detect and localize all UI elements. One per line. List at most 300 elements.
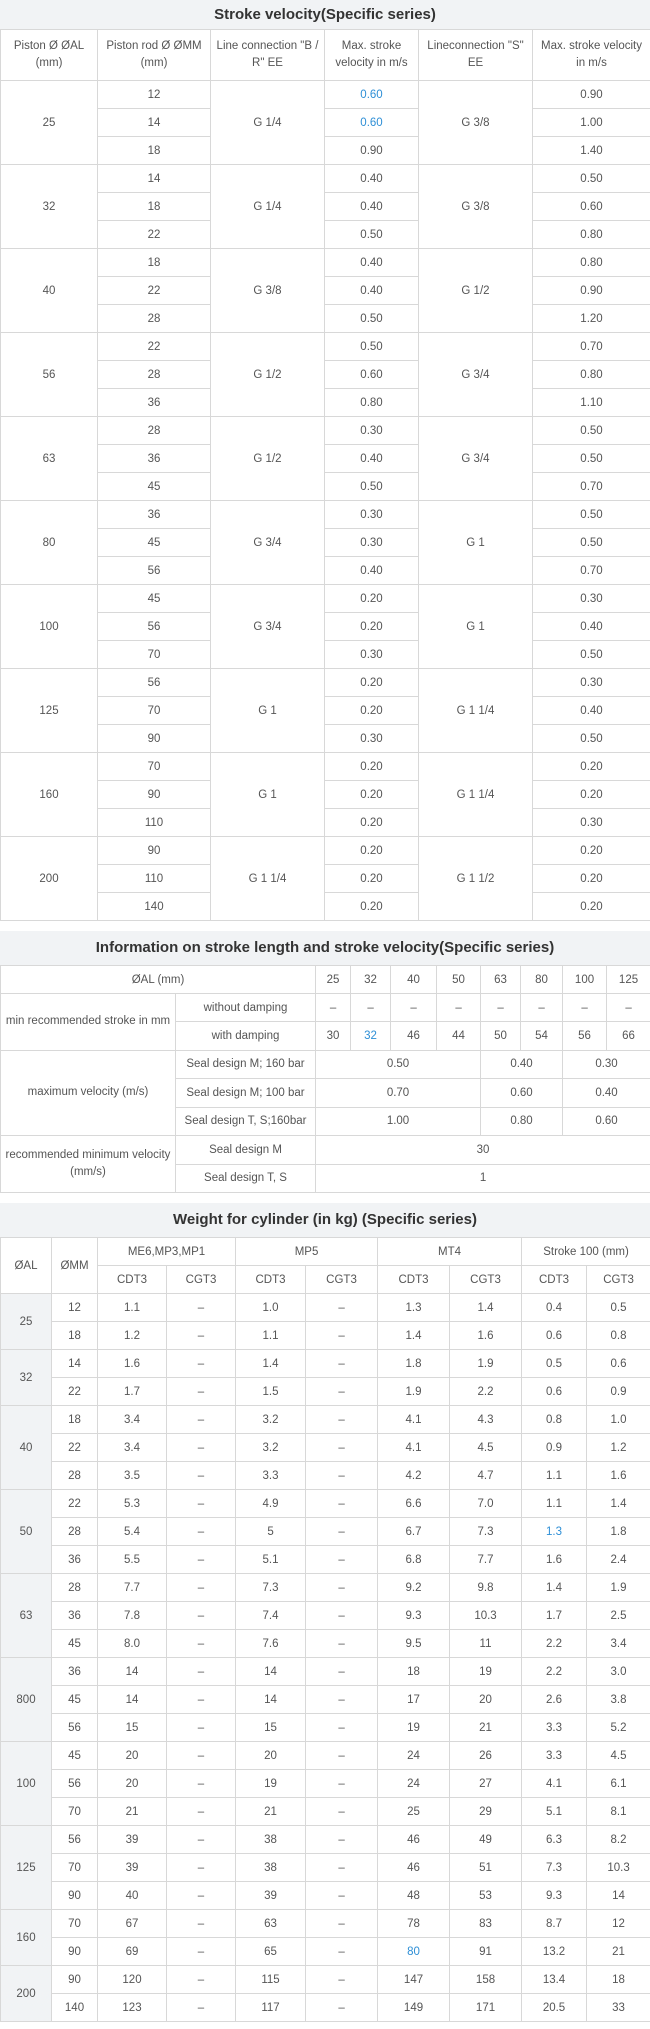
weight-cell: 40 bbox=[98, 1882, 167, 1910]
with-damping-cell: 32 bbox=[351, 1022, 391, 1051]
weight-cell: 115 bbox=[236, 1966, 306, 1994]
mm-cell: 28 bbox=[52, 1518, 98, 1546]
weight-cell: 1.1 bbox=[522, 1490, 587, 1518]
weight-cell: – bbox=[167, 1798, 236, 1826]
al-value-cell: 50 bbox=[437, 966, 481, 994]
velocity-br-cell: 0.30 bbox=[325, 529, 419, 557]
weight-cell: 18 bbox=[587, 1966, 650, 1994]
piston-diameter-cell: 200 bbox=[1, 837, 98, 921]
weight-cell: – bbox=[167, 1742, 236, 1770]
weight-cell: 27 bbox=[450, 1770, 522, 1798]
weight-cell: – bbox=[306, 1826, 378, 1854]
table-row bbox=[1, 1686, 650, 1714]
rod-diameter-cell: 90 bbox=[98, 725, 211, 753]
mm-cell: 36 bbox=[52, 1546, 98, 1574]
table-row bbox=[1, 1574, 650, 1602]
weight-cell: 29 bbox=[450, 1798, 522, 1826]
stroke-velocity-table bbox=[0, 29, 650, 921]
weight-cell: – bbox=[167, 1658, 236, 1686]
weight-cell: 4.9 bbox=[236, 1490, 306, 1518]
weight-cell: 0.9 bbox=[522, 1434, 587, 1462]
weight-cell: 5.1 bbox=[236, 1546, 306, 1574]
table-row bbox=[1, 277, 650, 305]
weight-cell: 4.5 bbox=[450, 1434, 522, 1462]
velocity-br-cell: 0.30 bbox=[325, 501, 419, 529]
velocity-br-cell: 0.20 bbox=[325, 697, 419, 725]
velocity-br-cell: 0.90 bbox=[325, 137, 419, 165]
weight-cell: 21 bbox=[98, 1798, 167, 1826]
table-row bbox=[1, 1406, 650, 1434]
table-row bbox=[1, 361, 650, 389]
weight-cell: – bbox=[167, 1294, 236, 1322]
line-connection-br-cell: G 3/4 bbox=[211, 501, 325, 585]
weight-cell: 9.5 bbox=[378, 1630, 450, 1658]
velocity-s-cell: 0.70 bbox=[533, 557, 650, 585]
velocity-br-cell: 0.20 bbox=[325, 669, 419, 697]
mm-cell: 45 bbox=[52, 1686, 98, 1714]
weight-cell: – bbox=[306, 1686, 378, 1714]
weight-cell: 80 bbox=[378, 1938, 450, 1966]
with-damping-label: with damping bbox=[176, 1022, 316, 1051]
seal-design-label: Seal design M bbox=[176, 1136, 316, 1165]
weight-cell: 6.3 bbox=[522, 1826, 587, 1854]
mm-cell: 56 bbox=[52, 1714, 98, 1742]
weight-cell: – bbox=[306, 1546, 378, 1574]
table-row bbox=[1, 1798, 650, 1826]
weight-cell: 3.4 bbox=[98, 1406, 167, 1434]
weight-cell: 6.8 bbox=[378, 1546, 450, 1574]
table-row bbox=[1, 1770, 650, 1798]
rod-diameter-cell: 22 bbox=[98, 221, 211, 249]
table-row bbox=[1, 1294, 650, 1322]
velocity-br-cell: 0.20 bbox=[325, 585, 419, 613]
weight-cell: 5.5 bbox=[98, 1546, 167, 1574]
mount-group-header: MP5 bbox=[236, 1238, 378, 1266]
weight-cell: 1.9 bbox=[378, 1378, 450, 1406]
line-connection-s-cell: G 3/8 bbox=[419, 165, 533, 249]
line-connection-br-cell: G 1 bbox=[211, 669, 325, 753]
weight-cell: – bbox=[167, 1966, 236, 1994]
weight-cell: 1.1 bbox=[522, 1462, 587, 1490]
weight-cell: 17 bbox=[378, 1686, 450, 1714]
stroke-length-title: Information on stroke length and stroke velocity(Specific series) bbox=[0, 931, 650, 965]
with-damping-cell: 44 bbox=[437, 1022, 481, 1051]
weight-cell: 15 bbox=[236, 1714, 306, 1742]
line-connection-br-cell: G 1 bbox=[211, 753, 325, 837]
weight-cell: 11 bbox=[450, 1630, 522, 1658]
weight-cell: 3.3 bbox=[236, 1462, 306, 1490]
weight-cell: 78 bbox=[378, 1910, 450, 1938]
velocity-br-cell: 0.20 bbox=[325, 893, 419, 921]
line-connection-s-cell: G 3/4 bbox=[419, 417, 533, 501]
sub-header: CGT3 bbox=[587, 1266, 650, 1294]
rod-diameter-cell: 36 bbox=[98, 389, 211, 417]
weight-cell: 0.9 bbox=[587, 1378, 650, 1406]
al-group-cell: 40 bbox=[1, 1406, 52, 1490]
weight-cell: 0.4 bbox=[522, 1294, 587, 1322]
weight-cell: 1.4 bbox=[378, 1322, 450, 1350]
al-value-cell: 32 bbox=[351, 966, 391, 994]
table-row bbox=[1, 1938, 650, 1966]
weight-cell: 14 bbox=[236, 1658, 306, 1686]
without-damping-cell: – bbox=[351, 994, 391, 1022]
weight-cell: 0.6 bbox=[522, 1322, 587, 1350]
al-group-cell: 63 bbox=[1, 1574, 52, 1658]
velocity-s-cell: 0.50 bbox=[533, 725, 650, 753]
without-damping-cell: – bbox=[316, 994, 351, 1022]
weight-cell: 1.8 bbox=[378, 1350, 450, 1378]
weight-cell: 8.1 bbox=[587, 1798, 650, 1826]
piston-diameter-cell: 63 bbox=[1, 417, 98, 501]
velocity-br-cell: 0.40 bbox=[325, 249, 419, 277]
rod-diameter-cell: 22 bbox=[98, 333, 211, 361]
rod-diameter-cell: 14 bbox=[98, 109, 211, 137]
piston-diameter-cell: 100 bbox=[1, 585, 98, 669]
weight-cell: – bbox=[167, 1490, 236, 1518]
weight-cell: 39 bbox=[236, 1882, 306, 1910]
with-damping-cell: 56 bbox=[563, 1022, 607, 1051]
weight-cell: 12 bbox=[587, 1910, 650, 1938]
weight-cell: 3.0 bbox=[587, 1658, 650, 1686]
weight-cell: 67 bbox=[98, 1910, 167, 1938]
weight-cell: 123 bbox=[98, 1994, 167, 2022]
with-damping-cell: 46 bbox=[391, 1022, 437, 1051]
weight-cell: 49 bbox=[450, 1826, 522, 1854]
table-row bbox=[1, 1050, 650, 1079]
weight-cell: 0.6 bbox=[587, 1350, 650, 1378]
velocity-br-cell: 0.20 bbox=[325, 865, 419, 893]
without-damping-cell: – bbox=[521, 994, 563, 1022]
column-header: Piston Ø ØAL (mm) bbox=[1, 30, 98, 81]
weight-cell: – bbox=[306, 1742, 378, 1770]
velocity-s-cell: 0.30 bbox=[533, 809, 650, 837]
table-row bbox=[1, 109, 650, 137]
weight-cell: 171 bbox=[450, 1994, 522, 2022]
rod-diameter-cell: 36 bbox=[98, 445, 211, 473]
rod-diameter-cell: 18 bbox=[98, 193, 211, 221]
mm-cell: 12 bbox=[52, 1294, 98, 1322]
weight-cell: – bbox=[167, 1714, 236, 1742]
weight-cell: 19 bbox=[236, 1770, 306, 1798]
rod-diameter-cell: 45 bbox=[98, 529, 211, 557]
max-velocity-cell: 0.60 bbox=[563, 1107, 650, 1136]
weight-cell: 2.4 bbox=[587, 1546, 650, 1574]
table-row bbox=[1, 389, 650, 417]
weight-cell: 1.1 bbox=[98, 1294, 167, 1322]
weight-cell: 1.7 bbox=[522, 1602, 587, 1630]
table-row bbox=[1, 1434, 650, 1462]
without-damping-cell: – bbox=[607, 994, 650, 1022]
table-row bbox=[1, 445, 650, 473]
mm-cell: 56 bbox=[52, 1826, 98, 1854]
weight-cell: 10.3 bbox=[587, 1854, 650, 1882]
max-velocity-label: maximum velocity (m/s) bbox=[1, 1050, 176, 1136]
weight-cell: 9.3 bbox=[378, 1602, 450, 1630]
velocity-br-cell: 0.20 bbox=[325, 809, 419, 837]
weight-cell: 1.1 bbox=[236, 1322, 306, 1350]
velocity-s-cell: 0.60 bbox=[533, 193, 650, 221]
weight-cell: 14 bbox=[98, 1658, 167, 1686]
table-row bbox=[1, 1994, 650, 2022]
velocity-br-cell: 0.30 bbox=[325, 641, 419, 669]
weight-cell: – bbox=[167, 1378, 236, 1406]
max-velocity-cell: 0.80 bbox=[481, 1107, 563, 1136]
table-row bbox=[1, 1966, 650, 1994]
weight-cell: 120 bbox=[98, 1966, 167, 1994]
weight-cell: – bbox=[167, 1630, 236, 1658]
table-row bbox=[1, 1630, 650, 1658]
min-velocity-cell: 30 bbox=[316, 1136, 650, 1165]
max-velocity-cell: 0.60 bbox=[481, 1079, 563, 1108]
velocity-s-cell: 1.40 bbox=[533, 137, 650, 165]
weight-cell: 1.9 bbox=[587, 1574, 650, 1602]
weight-cell: 24 bbox=[378, 1770, 450, 1798]
weight-cell: – bbox=[306, 1882, 378, 1910]
table-row bbox=[1, 305, 650, 333]
weight-cell: 1.6 bbox=[98, 1350, 167, 1378]
weight-cell: – bbox=[167, 1350, 236, 1378]
velocity-br-cell: 0.40 bbox=[325, 193, 419, 221]
weight-cell: 147 bbox=[378, 1966, 450, 1994]
weight-title: Weight for cylinder (in kg) (Specific series) bbox=[0, 1203, 650, 1237]
rod-diameter-cell: 14 bbox=[98, 165, 211, 193]
velocity-s-cell: 0.80 bbox=[533, 249, 650, 277]
weight-cell: 18 bbox=[378, 1658, 450, 1686]
velocity-s-cell: 0.50 bbox=[533, 417, 650, 445]
weight-cell: 38 bbox=[236, 1826, 306, 1854]
table-row bbox=[1, 249, 650, 277]
weight-cell: 5.3 bbox=[98, 1490, 167, 1518]
mount-group-header: ME6,MP3,MP1 bbox=[98, 1238, 236, 1266]
table-row bbox=[1, 30, 650, 81]
sub-header: CDT3 bbox=[236, 1266, 306, 1294]
rod-diameter-cell: 12 bbox=[98, 81, 211, 109]
weight-cell: 39 bbox=[98, 1826, 167, 1854]
weight-cell: 1.4 bbox=[450, 1294, 522, 1322]
weight-cell: 3.2 bbox=[236, 1406, 306, 1434]
piston-diameter-cell: 40 bbox=[1, 249, 98, 333]
table-row bbox=[1, 193, 650, 221]
mm-cell: 14 bbox=[52, 1350, 98, 1378]
weight-cell: – bbox=[167, 1462, 236, 1490]
weight-cell: 3.4 bbox=[98, 1434, 167, 1462]
table-row bbox=[1, 221, 650, 249]
sub-header: CGT3 bbox=[450, 1266, 522, 1294]
weight-cell: 1.9 bbox=[450, 1350, 522, 1378]
weight-cell: 2.2 bbox=[522, 1630, 587, 1658]
column-header: Max. stroke velocity in m/s bbox=[325, 30, 419, 81]
without-damping-cell: – bbox=[563, 994, 607, 1022]
weight-cell: – bbox=[167, 1938, 236, 1966]
mount-group-header: Stroke 100 (mm) bbox=[522, 1238, 650, 1266]
table-row bbox=[1, 837, 650, 865]
weight-cell: 8.0 bbox=[98, 1630, 167, 1658]
weight-cell: 6.1 bbox=[587, 1770, 650, 1798]
weight-cell: 7.3 bbox=[236, 1574, 306, 1602]
sub-header: CGT3 bbox=[167, 1266, 236, 1294]
velocity-s-cell: 0.70 bbox=[533, 333, 650, 361]
velocity-br-cell: 0.20 bbox=[325, 753, 419, 781]
weight-cell: 7.8 bbox=[98, 1602, 167, 1630]
al-group-cell: 25 bbox=[1, 1294, 52, 1350]
table-row bbox=[1, 1136, 650, 1165]
al-group-cell: 200 bbox=[1, 1966, 52, 2022]
table-row bbox=[1, 1714, 650, 1742]
weight-cell: 20 bbox=[450, 1686, 522, 1714]
table-row bbox=[1, 1462, 650, 1490]
velocity-br-cell: 0.20 bbox=[325, 837, 419, 865]
rod-diameter-cell: 56 bbox=[98, 613, 211, 641]
weight-cell: – bbox=[306, 1406, 378, 1434]
velocity-s-cell: 0.90 bbox=[533, 277, 650, 305]
weight-cell: 1.6 bbox=[587, 1462, 650, 1490]
weight-cell: – bbox=[306, 1994, 378, 2022]
velocity-s-cell: 1.00 bbox=[533, 109, 650, 137]
weight-table bbox=[0, 1237, 650, 2022]
min-velocity-cell: 1 bbox=[316, 1164, 650, 1193]
piston-diameter-cell: 80 bbox=[1, 501, 98, 585]
mm-cell: 22 bbox=[52, 1378, 98, 1406]
weight-cell: 14 bbox=[236, 1686, 306, 1714]
weight-cell: 158 bbox=[450, 1966, 522, 1994]
rod-diameter-cell: 45 bbox=[98, 473, 211, 501]
sub-header: CDT3 bbox=[98, 1266, 167, 1294]
weight-cell: 1.6 bbox=[522, 1546, 587, 1574]
mm-cell: 36 bbox=[52, 1602, 98, 1630]
table-row bbox=[1, 725, 650, 753]
weight-cell: – bbox=[167, 1770, 236, 1798]
weight-cell: 6.7 bbox=[378, 1518, 450, 1546]
table-row bbox=[1, 893, 650, 921]
weight-cell: 65 bbox=[236, 1938, 306, 1966]
table-row bbox=[1, 1854, 650, 1882]
weight-cell: – bbox=[306, 1770, 378, 1798]
rod-diameter-cell: 90 bbox=[98, 781, 211, 809]
stroke-velocity-title: Stroke velocity(Specific series) bbox=[0, 0, 650, 29]
table-row bbox=[1, 1826, 650, 1854]
velocity-br-cell: 0.30 bbox=[325, 725, 419, 753]
sub-header: CDT3 bbox=[378, 1266, 450, 1294]
weight-cell: – bbox=[306, 1322, 378, 1350]
weight-cell: 1.6 bbox=[450, 1322, 522, 1350]
line-connection-br-cell: G 3/4 bbox=[211, 585, 325, 669]
mm-cell: 90 bbox=[52, 1966, 98, 1994]
weight-cell: 4.7 bbox=[450, 1462, 522, 1490]
mm-cell: 36 bbox=[52, 1658, 98, 1686]
weight-cell: 20.5 bbox=[522, 1994, 587, 2022]
column-header: Max. stroke velocity in m/s bbox=[533, 30, 650, 81]
weight-cell: 7.3 bbox=[450, 1518, 522, 1546]
weight-cell: 14 bbox=[587, 1882, 650, 1910]
column-header: Line connection "B / R" EE bbox=[211, 30, 325, 81]
table-row bbox=[1, 1910, 650, 1938]
table-row bbox=[1, 994, 650, 1022]
line-connection-br-cell: G 1/2 bbox=[211, 333, 325, 417]
weight-cell: 7.7 bbox=[98, 1574, 167, 1602]
table-row bbox=[1, 417, 650, 445]
table-row bbox=[1, 1490, 650, 1518]
rod-diameter-cell: 110 bbox=[98, 865, 211, 893]
velocity-s-cell: 0.30 bbox=[533, 669, 650, 697]
seal-design-label: Seal design M; 100 bar bbox=[176, 1079, 316, 1108]
rod-diameter-cell: 90 bbox=[98, 837, 211, 865]
weight-cell: 3.5 bbox=[98, 1462, 167, 1490]
stroke-length-table bbox=[0, 965, 650, 1193]
mm-cell: 90 bbox=[52, 1882, 98, 1910]
table-row bbox=[1, 809, 650, 837]
weight-cell: 33 bbox=[587, 1994, 650, 2022]
table-row bbox=[1, 1378, 650, 1406]
weight-cell: 1.3 bbox=[522, 1518, 587, 1546]
table-row bbox=[1, 473, 650, 501]
velocity-s-cell: 1.20 bbox=[533, 305, 650, 333]
weight-cell: – bbox=[306, 1658, 378, 1686]
weight-cell: 63 bbox=[236, 1910, 306, 1938]
with-damping-cell: 30 bbox=[316, 1022, 351, 1051]
weight-cell: – bbox=[167, 1910, 236, 1938]
weight-cell: 20 bbox=[236, 1742, 306, 1770]
velocity-s-cell: 0.50 bbox=[533, 445, 650, 473]
weight-cell: – bbox=[167, 1882, 236, 1910]
weight-cell: 21 bbox=[450, 1714, 522, 1742]
piston-diameter-cell: 32 bbox=[1, 165, 98, 249]
weight-cell: 0.5 bbox=[587, 1294, 650, 1322]
seal-design-label: Seal design T, S;160bar bbox=[176, 1107, 316, 1136]
with-damping-cell: 66 bbox=[607, 1022, 650, 1051]
weight-cell: 19 bbox=[378, 1714, 450, 1742]
table-row bbox=[1, 501, 650, 529]
velocity-br-cell: 0.40 bbox=[325, 165, 419, 193]
weight-cell: 0.8 bbox=[587, 1322, 650, 1350]
max-velocity-cell: 1.00 bbox=[316, 1107, 481, 1136]
velocity-br-cell: 0.50 bbox=[325, 333, 419, 361]
weight-cell: 24 bbox=[378, 1742, 450, 1770]
piston-diameter-cell: 160 bbox=[1, 753, 98, 837]
weight-cell: 4.1 bbox=[522, 1770, 587, 1798]
weight-cell: 83 bbox=[450, 1910, 522, 1938]
weight-cell: – bbox=[306, 1938, 378, 1966]
al-group-cell: 800 bbox=[1, 1658, 52, 1742]
min-velocity-label: recommended minimum velocity (mm/s) bbox=[1, 1136, 176, 1193]
weight-cell: – bbox=[167, 1994, 236, 2022]
al-value-cell: 80 bbox=[521, 966, 563, 994]
weight-cell: 0.6 bbox=[522, 1378, 587, 1406]
table-row bbox=[1, 557, 650, 585]
weight-cell: 19 bbox=[450, 1658, 522, 1686]
table-row bbox=[1, 529, 650, 557]
table-row bbox=[1, 669, 650, 697]
table-row bbox=[1, 81, 650, 109]
weight-cell: 7.3 bbox=[522, 1854, 587, 1882]
rod-diameter-cell: 70 bbox=[98, 697, 211, 725]
table-row bbox=[1, 137, 650, 165]
mm-cell: 140 bbox=[52, 1994, 98, 2022]
with-damping-cell: 54 bbox=[521, 1022, 563, 1051]
weight-cell: 9.8 bbox=[450, 1574, 522, 1602]
weight-cell: – bbox=[306, 1434, 378, 1462]
table-row bbox=[1, 641, 650, 669]
rod-diameter-cell: 56 bbox=[98, 669, 211, 697]
weight-cell: 1.4 bbox=[587, 1490, 650, 1518]
mm-header: ØMM bbox=[52, 1238, 98, 1294]
weight-cell: 4.3 bbox=[450, 1406, 522, 1434]
weight-cell: 1.0 bbox=[236, 1294, 306, 1322]
mm-cell: 90 bbox=[52, 1938, 98, 1966]
al-value-cell: 100 bbox=[563, 966, 607, 994]
al-group-cell: 32 bbox=[1, 1350, 52, 1406]
weight-cell: 4.1 bbox=[378, 1406, 450, 1434]
weight-cell: 21 bbox=[236, 1798, 306, 1826]
